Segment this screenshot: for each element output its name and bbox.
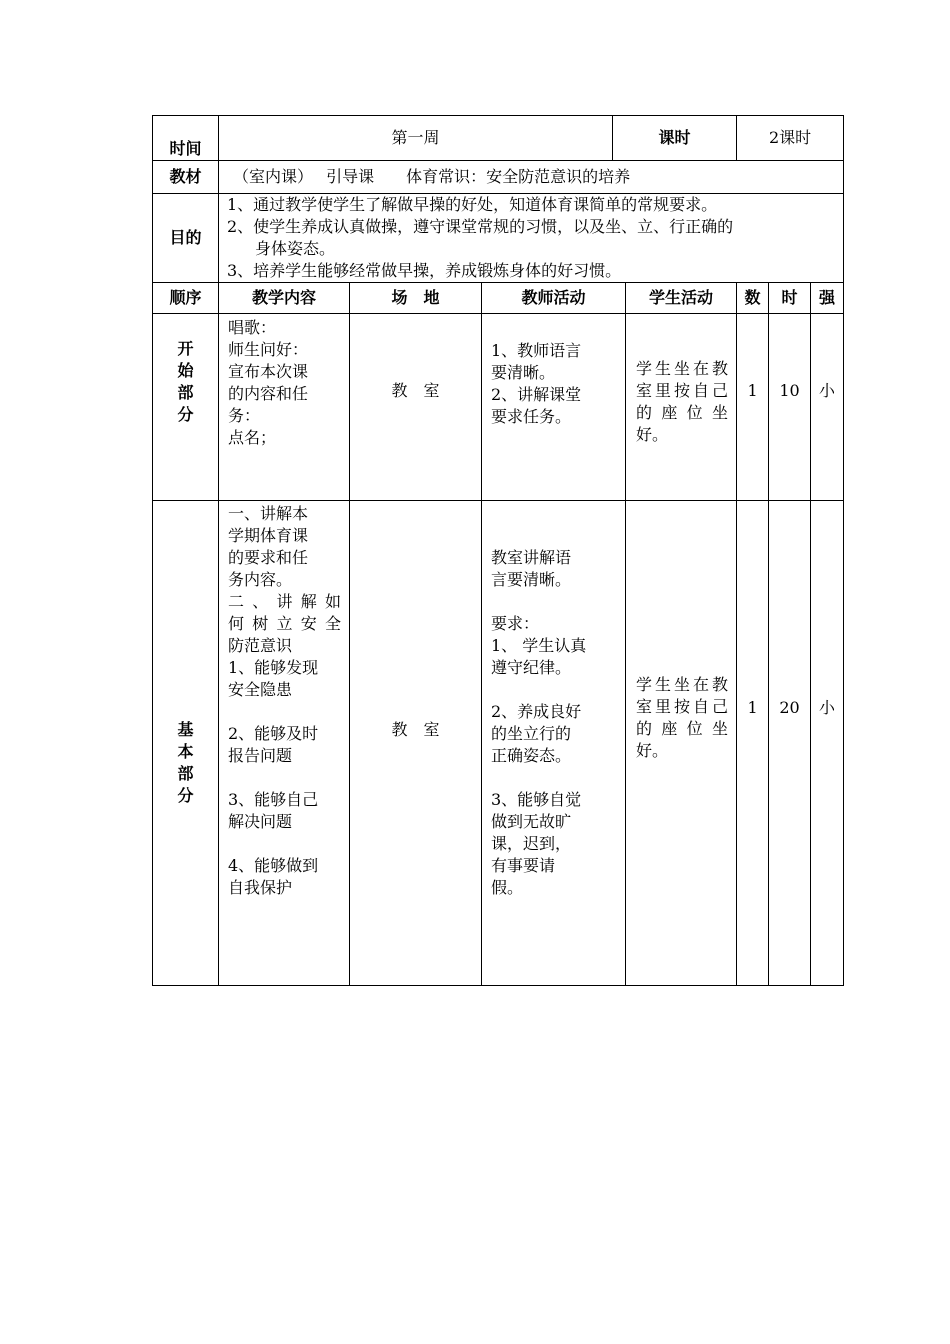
goal-line-1: 1、通过教学使学生了解做早操的好处，知道体育课简单的常规要求。 bbox=[227, 195, 718, 214]
period-value: 2课时 bbox=[737, 116, 844, 161]
goal-label: 目的 bbox=[153, 194, 219, 283]
teacher-cell: 教室讲解语 言要清晰。 要求： 1、 学生认真 遵守纪律。 2、养成良好 的坐立行的 正确姿态。 3、能够自觉 做到无故旷 课，迟到， 有事要请 假。 bbox=[482, 501, 626, 986]
goal-line-2b: 身体姿态。 bbox=[255, 239, 336, 258]
goal-text bbox=[219, 194, 844, 283]
section-label: 基 本 部 分 bbox=[153, 501, 219, 986]
content-cell: 唱歌： 师生问好： 宣布本次课 的内容和任 务： 点名； bbox=[219, 314, 350, 501]
venue-cell: 教 室 bbox=[350, 314, 482, 501]
content-cell: 一、讲解本 学期体育课 的要求和任 务内容。 二、讲解如 何树立安全 防范意识 1、能够发现 安全隐患 2、能够及时 报告问题 3、能够自己 解决问题 4、能够做到 自我保护 bbox=[219, 501, 350, 986]
col-content: 教学内容 bbox=[219, 283, 350, 314]
teacher-cell: 1、教师语言 要清晰。 2、讲解课堂 要求任务。 bbox=[482, 314, 626, 501]
col-venue: 场 地 bbox=[350, 283, 482, 314]
time-label: 时间 bbox=[153, 116, 219, 161]
col-intensity: 强 bbox=[811, 283, 844, 314]
intensity-cell: 小 bbox=[811, 314, 844, 501]
time-cell: 10 bbox=[769, 314, 811, 501]
goal-line-3: 3、培养学生能够经常做早操，养成锻炼身体的好习惯。 bbox=[227, 261, 622, 280]
student-cell: 学生坐在教 室里按自己 的座位坐 好。 bbox=[626, 501, 737, 986]
col-time: 时 bbox=[769, 283, 811, 314]
col-count: 数 bbox=[737, 283, 769, 314]
table-row bbox=[153, 501, 844, 986]
period-label: 课时 bbox=[613, 116, 737, 161]
material-text: （室内课） 引导课 体育常识：安全防范意识的培养 bbox=[219, 161, 844, 194]
material-label: 教材 bbox=[153, 161, 219, 194]
count-cell: 1 bbox=[737, 501, 769, 986]
intensity-cell: 小 bbox=[811, 501, 844, 986]
table-row bbox=[153, 314, 844, 501]
week-value: 第一周 bbox=[219, 116, 613, 161]
venue-cell: 教 室 bbox=[350, 501, 482, 986]
goal-line-2: 2、使学生养成认真做操，遵守课堂常规的习惯，以及坐、立、行正确的 bbox=[227, 217, 734, 236]
column-header-row bbox=[153, 283, 844, 314]
student-cell: 学生坐在教 室里按自己 的座位坐 好。 bbox=[626, 314, 737, 501]
col-student: 学生活动 bbox=[626, 283, 737, 314]
count-cell: 1 bbox=[737, 314, 769, 501]
col-teacher: 教师活动 bbox=[482, 283, 626, 314]
time-cell: 20 bbox=[769, 501, 811, 986]
col-order: 顺序 bbox=[153, 283, 219, 314]
lesson-plan-table bbox=[152, 115, 844, 986]
section-label: 开 始 部 分 bbox=[153, 314, 219, 501]
